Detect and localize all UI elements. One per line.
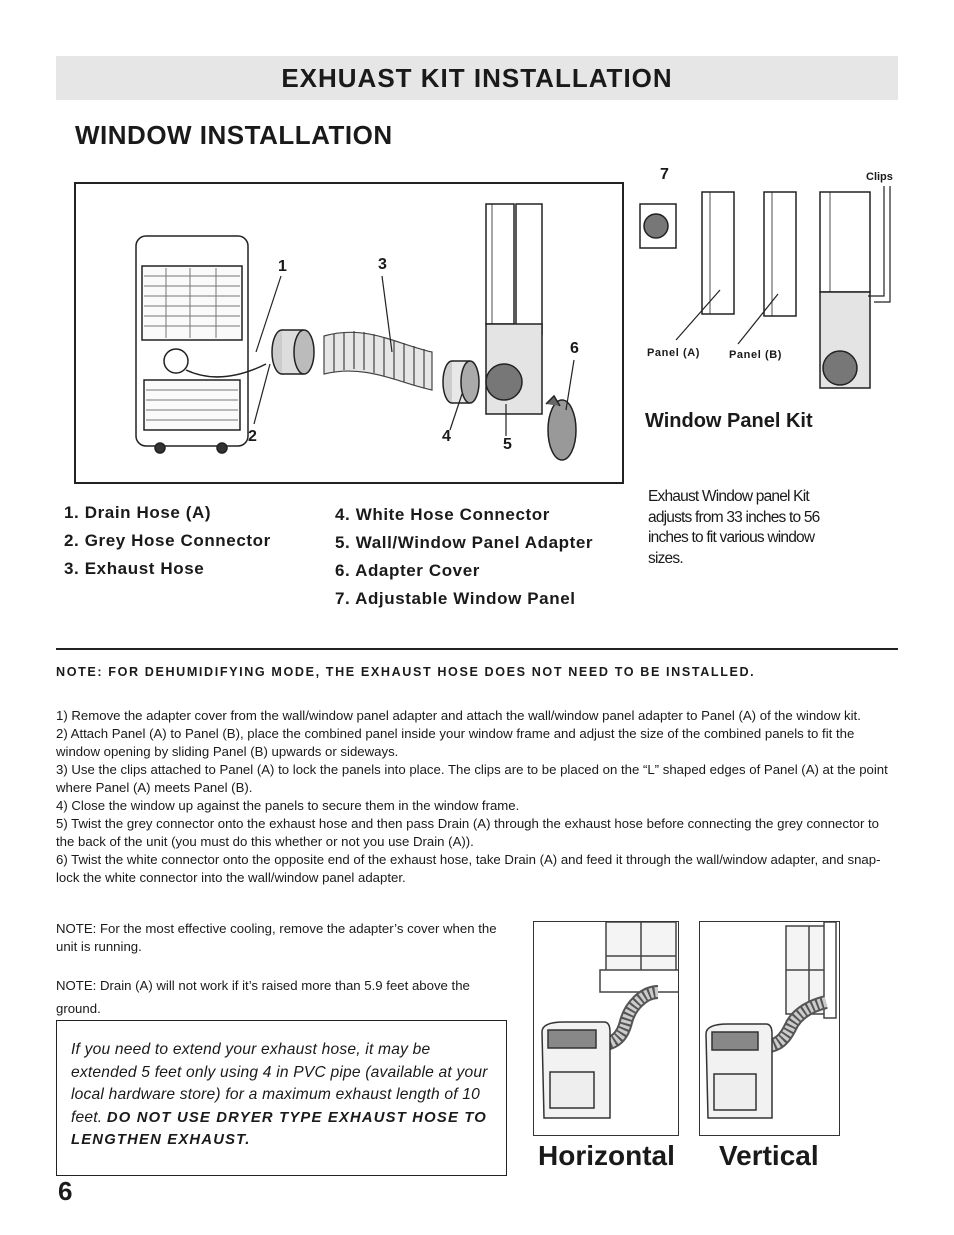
section-title: WINDOW INSTALLATION xyxy=(75,120,393,150)
cooling-note: NOTE: For the most effective cooling, remove the adapter’s cover when the unit is running. xyxy=(56,921,497,954)
section-divider xyxy=(56,648,898,650)
callout-3: 3 xyxy=(378,256,387,273)
window-panel-kit-description: Exhaust Window panel Kit adjusts from 33 inches to 56 inches to fit various window sizes. xyxy=(648,488,820,567)
horizontal-install-drawing xyxy=(534,922,679,1136)
header-bar xyxy=(56,56,898,100)
callout-7: 7 xyxy=(660,166,669,183)
window-panel-illustration xyxy=(486,204,542,414)
grey-connector-illustration xyxy=(272,330,314,374)
page-number: 6 xyxy=(58,1176,73,1206)
window-panel-kit-illustration xyxy=(636,162,902,402)
page-header-title: EXHUAST KIT INSTALLATION xyxy=(281,62,673,93)
legend-item-window-panel: 7. Adjustable Window Panel xyxy=(335,589,576,608)
exploded-diagram-frame xyxy=(74,182,624,484)
exploded-diagram xyxy=(76,184,622,482)
legend-item-panel-adapter: 5. Wall/Window Panel Adapter xyxy=(335,533,594,552)
step-1: 1) Remove the adapter cover from the wall/window panel adapter and attach the wall/window panel adapter to Panel (A) of the window kit. xyxy=(56,708,861,723)
step-2: 2) Attach Panel (A) to Panel (B), place the combined panel inside your window frame and adjust the size of the combined panels to fit the window opening by sliding Panel (B) upwards or sideways. xyxy=(56,726,855,759)
exhaust-hose-illustration xyxy=(324,331,432,390)
drain-note: NOTE: Drain (A) will not work if it’s raised more than 5.9 feet above the ground. xyxy=(56,978,470,1016)
horizontal-label: Horizontal xyxy=(538,1140,675,1171)
step-3: 3) Use the clips attached to Panel (A) to lock the panels into place. The clips are to be placed on the “L” shaped edges of Panel (A) at the point where Panel (A) meets Panel (B). xyxy=(56,762,888,795)
legend-item-adapter-cover: 6. Adapter Cover xyxy=(335,561,481,580)
adapter-cover-illustration xyxy=(546,396,576,460)
callout-5: 5 xyxy=(503,436,512,453)
legend-item-grey-connector: 2. Grey Hose Connector xyxy=(64,531,271,550)
horizontal-install-illustration xyxy=(533,921,679,1136)
panel-b-label: Panel (B) xyxy=(729,349,783,361)
vertical-install-illustration xyxy=(699,921,840,1136)
window-panel-kit-diagram xyxy=(636,162,902,402)
step-5: 5) Twist the grey connector onto the exhaust hose and then pass Drain (A) through the exhaust hose before connecting the grey connector to the back of the unit (you must do this whether or not you use Drain (A)). xyxy=(56,816,880,849)
step-6: 6) Twist the white connector onto the opposite end of the exhaust hose, take Drain (A) and feed it through the wall/window adapter, and snap-lock the white connector into the wall/window panel adapter. xyxy=(56,852,881,885)
callout-6: 6 xyxy=(570,340,579,357)
legend-item-exhaust-hose: 3. Exhaust Hose xyxy=(64,559,205,578)
step-4: 4) Close the window up against the panels to secure them in the window frame. xyxy=(56,798,520,813)
dryer-hose-warning: DO NOT USE DRYER TYPE EXHAUST HOSE TO LENGTHEN EXHAUST. xyxy=(71,1109,488,1148)
callout-2: 2 xyxy=(248,428,257,445)
extend-hose-box xyxy=(56,1020,507,1176)
clips-label: Clips xyxy=(866,171,893,183)
vertical-install-drawing xyxy=(700,922,840,1136)
legend-item-drain-hose: 1. Drain Hose (A) xyxy=(64,503,212,522)
extend-hose-text: If you need to extend your exhaust hose, it may be extended 5 feet only using 4 in PVC pipe (available at your local hardware store) for a maximum exhaust length of 10 feet. xyxy=(71,1041,488,1126)
dehumidify-note-heading: NOTE: FOR DEHUMIDIFYING MODE, THE EXHAUST HOSE DOES NOT NEED TO BE INSTALLED. xyxy=(56,665,756,679)
callout-4: 4 xyxy=(442,428,451,445)
callout-1: 1 xyxy=(278,258,287,275)
vertical-label: Vertical xyxy=(719,1140,819,1171)
panel-a-label: Panel (A) xyxy=(647,347,701,359)
window-panel-kit-title: Window Panel Kit xyxy=(645,410,813,432)
legend-item-white-connector: 4. White Hose Connector xyxy=(335,505,550,524)
installation-steps xyxy=(56,707,898,887)
